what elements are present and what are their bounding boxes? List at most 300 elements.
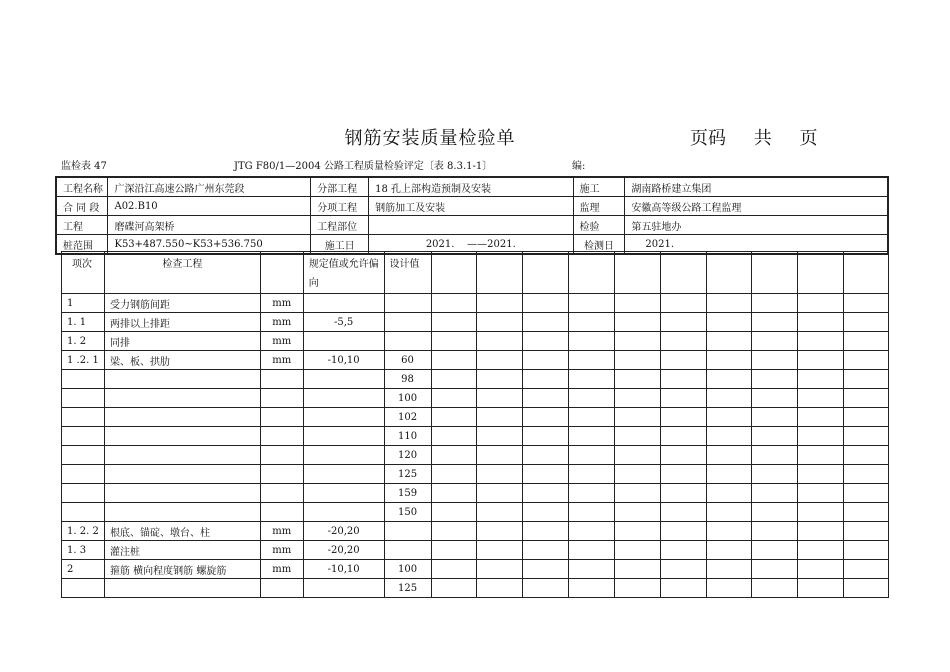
info-label: 工程名称 bbox=[56, 177, 108, 197]
grid-blank-cell bbox=[614, 389, 660, 408]
grid-cell bbox=[260, 408, 303, 427]
grid-blank-cell bbox=[523, 351, 569, 370]
grid-blank-cell bbox=[660, 522, 706, 541]
grid-cell: 梁、板、拱肋 bbox=[104, 351, 260, 370]
grid-blank-cell bbox=[844, 351, 889, 370]
grid-blank-cell bbox=[752, 294, 798, 313]
grid-blank-cell bbox=[569, 522, 615, 541]
table-row bbox=[62, 408, 889, 427]
grid-blank-cell bbox=[477, 484, 523, 503]
grid-blank-cell bbox=[477, 522, 523, 541]
grid-blank-cell bbox=[569, 294, 615, 313]
grid-blank-cell bbox=[706, 427, 752, 446]
grid-blank-cell bbox=[431, 370, 477, 389]
grid-blank-cell bbox=[523, 332, 569, 351]
grid-blank-cell bbox=[477, 351, 523, 370]
grid-blank-cell bbox=[706, 351, 752, 370]
grid-blank-cell bbox=[660, 332, 706, 351]
grid-cell bbox=[104, 503, 260, 522]
grid-blank-cell bbox=[614, 522, 660, 541]
grid-blank-cell bbox=[752, 446, 798, 465]
project-info-table bbox=[55, 176, 889, 255]
grid-blank-cell bbox=[844, 465, 889, 484]
grid-cell: 1. 1 bbox=[62, 313, 105, 332]
grid-cell: 根底、锚碇、墩台、柱 bbox=[104, 522, 260, 541]
grid-blank-cell bbox=[431, 332, 477, 351]
grid-blank-cell bbox=[569, 560, 615, 579]
grid-blank-cell bbox=[844, 579, 889, 598]
grid-cell bbox=[62, 408, 105, 427]
document-title: 钢筋安装质量检验单 bbox=[344, 128, 516, 149]
grid-cell bbox=[260, 579, 303, 598]
grid-blank-cell bbox=[431, 541, 477, 560]
grid-blank-cell bbox=[431, 351, 477, 370]
info-row-contract bbox=[56, 197, 888, 216]
grid-blank-cell bbox=[752, 522, 798, 541]
grid-blank-cell bbox=[477, 389, 523, 408]
grid-blank-cell bbox=[431, 252, 477, 294]
grid-blank-cell bbox=[614, 408, 660, 427]
grid-blank-cell bbox=[706, 484, 752, 503]
grid-cell: mm bbox=[260, 541, 303, 560]
grid-cell bbox=[260, 484, 303, 503]
grid-cell bbox=[104, 370, 260, 389]
grid-blank-cell bbox=[798, 541, 844, 560]
grid-blank-cell bbox=[798, 252, 844, 294]
grid-blank-cell bbox=[660, 503, 706, 522]
grid-blank-cell bbox=[523, 484, 569, 503]
grid-blank-cell bbox=[477, 541, 523, 560]
grid-header-cell: 检查工程 bbox=[104, 252, 260, 294]
grid-blank-cell bbox=[477, 370, 523, 389]
grid-blank-cell bbox=[569, 541, 615, 560]
page-total-label: 共 bbox=[753, 128, 772, 149]
grid-blank-cell bbox=[706, 522, 752, 541]
info-value: 18 孔上部构造预制及安装 bbox=[369, 177, 573, 197]
grid-cell: 159 bbox=[384, 484, 431, 503]
info-value: 安徽高等级公路工程监理 bbox=[625, 197, 888, 216]
grid-blank-cell bbox=[844, 541, 889, 560]
grid-cell bbox=[303, 427, 384, 446]
grid-cell bbox=[303, 465, 384, 484]
grid-blank-cell bbox=[431, 446, 477, 465]
grid-blank-cell bbox=[614, 332, 660, 351]
table-row bbox=[62, 522, 889, 541]
page-unit-label: 页 bbox=[799, 128, 818, 149]
grid-cell bbox=[104, 579, 260, 598]
code-label: 编: bbox=[572, 161, 586, 172]
grid-cell bbox=[62, 579, 105, 598]
grid-blank-cell bbox=[844, 370, 889, 389]
grid-cell bbox=[303, 408, 384, 427]
grid-blank-cell bbox=[660, 370, 706, 389]
grid-blank-cell bbox=[660, 465, 706, 484]
info-value: K53+487.550~K53+536.750 bbox=[108, 235, 311, 255]
grid-blank-cell bbox=[569, 389, 615, 408]
info-label: 施工 bbox=[573, 177, 625, 197]
grid-cell: 100 bbox=[384, 389, 431, 408]
grid-blank-cell bbox=[614, 503, 660, 522]
grid-blank-cell bbox=[660, 389, 706, 408]
grid-header-cell: 规定值或允许偏向 bbox=[303, 252, 384, 294]
grid-cell: -20,20 bbox=[303, 522, 384, 541]
grid-blank-cell bbox=[706, 408, 752, 427]
grid-cell bbox=[260, 465, 303, 484]
grid-blank-cell bbox=[798, 522, 844, 541]
grid-blank-cell bbox=[523, 541, 569, 560]
grid-blank-cell bbox=[431, 389, 477, 408]
info-label: 合 同 段 bbox=[56, 197, 108, 216]
grid-blank-cell bbox=[614, 541, 660, 560]
grid-blank-cell bbox=[614, 427, 660, 446]
grid-blank-cell bbox=[523, 370, 569, 389]
grid-blank-cell bbox=[523, 408, 569, 427]
grid-blank-cell bbox=[752, 465, 798, 484]
grid-cell bbox=[104, 408, 260, 427]
grid-blank-cell bbox=[477, 408, 523, 427]
grid-blank-cell bbox=[477, 313, 523, 332]
grid-cell bbox=[303, 446, 384, 465]
grid-cell bbox=[260, 389, 303, 408]
grid-cell bbox=[384, 313, 431, 332]
grid-blank-cell bbox=[844, 560, 889, 579]
grid-blank-cell bbox=[798, 503, 844, 522]
grid-cell: mm bbox=[260, 522, 303, 541]
grid-cell: 102 bbox=[384, 408, 431, 427]
grid-cell: 98 bbox=[384, 370, 431, 389]
grid-header-row bbox=[62, 252, 889, 294]
grid-cell: mm bbox=[260, 560, 303, 579]
grid-blank-cell bbox=[660, 408, 706, 427]
grid-blank-cell bbox=[569, 484, 615, 503]
grid-cell bbox=[303, 332, 384, 351]
grid-blank-cell bbox=[523, 465, 569, 484]
grid-cell: 120 bbox=[384, 446, 431, 465]
table-row bbox=[62, 541, 889, 560]
grid-blank-cell bbox=[614, 465, 660, 484]
grid-cell bbox=[104, 427, 260, 446]
grid-blank-cell bbox=[752, 313, 798, 332]
grid-blank-cell bbox=[752, 332, 798, 351]
grid-blank-cell bbox=[523, 522, 569, 541]
grid-blank-cell bbox=[798, 579, 844, 598]
grid-blank-cell bbox=[706, 446, 752, 465]
grid-cell: 箍筋 横向程度钢筋 螺旋筋 bbox=[104, 560, 260, 579]
grid-blank-cell bbox=[660, 541, 706, 560]
table-row bbox=[62, 560, 889, 579]
grid-blank-cell bbox=[660, 313, 706, 332]
grid-blank-cell bbox=[798, 370, 844, 389]
table-row bbox=[62, 351, 889, 370]
grid-cell: -5,5 bbox=[303, 313, 384, 332]
grid-blank-cell bbox=[660, 351, 706, 370]
grid-cell bbox=[104, 465, 260, 484]
info-value: 2021. ——2021. bbox=[369, 235, 573, 255]
info-label: 分项工程 bbox=[311, 197, 369, 216]
grid-blank-cell bbox=[614, 370, 660, 389]
page-number-line bbox=[690, 124, 839, 150]
table-row bbox=[62, 503, 889, 522]
grid-cell: 灌注桩 bbox=[104, 541, 260, 560]
grid-blank-cell bbox=[523, 313, 569, 332]
grid-blank-cell bbox=[477, 465, 523, 484]
grid-cell: 110 bbox=[384, 427, 431, 446]
grid-blank-cell bbox=[752, 389, 798, 408]
info-row-structure bbox=[56, 216, 888, 235]
grid-blank-cell bbox=[431, 465, 477, 484]
grid-blank-cell bbox=[798, 465, 844, 484]
grid-blank-cell bbox=[569, 332, 615, 351]
grid-blank-cell bbox=[569, 427, 615, 446]
grid-blank-cell bbox=[798, 389, 844, 408]
grid-blank-cell bbox=[706, 332, 752, 351]
grid-blank-cell bbox=[477, 332, 523, 351]
grid-blank-cell bbox=[798, 484, 844, 503]
grid-blank-cell bbox=[477, 503, 523, 522]
grid-blank-cell bbox=[798, 313, 844, 332]
grid-blank-cell bbox=[477, 446, 523, 465]
grid-blank-cell bbox=[844, 332, 889, 351]
grid-blank-cell bbox=[798, 351, 844, 370]
grid-blank-cell bbox=[660, 427, 706, 446]
grid-cell: 1 .2. 1 bbox=[62, 351, 105, 370]
grid-blank-cell bbox=[569, 252, 615, 294]
grid-cell: 1. 2. 2 bbox=[62, 522, 105, 541]
grid-cell bbox=[384, 541, 431, 560]
grid-blank-cell bbox=[523, 389, 569, 408]
grid-cell bbox=[303, 370, 384, 389]
grid-blank-cell bbox=[477, 427, 523, 446]
info-label: 施工日 bbox=[311, 235, 369, 255]
grid-cell: 60 bbox=[384, 351, 431, 370]
grid-cell bbox=[303, 503, 384, 522]
info-value bbox=[369, 216, 573, 235]
grid-blank-cell bbox=[798, 332, 844, 351]
grid-blank-cell bbox=[798, 408, 844, 427]
grid-cell bbox=[62, 446, 105, 465]
grid-blank-cell bbox=[752, 503, 798, 522]
grid-cell bbox=[384, 522, 431, 541]
info-row-project bbox=[56, 177, 888, 197]
grid-cell bbox=[384, 294, 431, 313]
grid-cell bbox=[62, 427, 105, 446]
table-row bbox=[62, 370, 889, 389]
grid-cell bbox=[303, 389, 384, 408]
grid-blank-cell bbox=[477, 294, 523, 313]
grid-cell: -10,10 bbox=[303, 351, 384, 370]
grid-cell bbox=[62, 389, 105, 408]
grid-blank-cell bbox=[431, 484, 477, 503]
grid-blank-cell bbox=[523, 252, 569, 294]
info-value: 2021. bbox=[625, 235, 888, 255]
grid-blank-cell bbox=[844, 389, 889, 408]
grid-blank-cell bbox=[431, 408, 477, 427]
grid-blank-cell bbox=[752, 427, 798, 446]
grid-blank-cell bbox=[614, 252, 660, 294]
grid-cell: 125 bbox=[384, 579, 431, 598]
grid-blank-cell bbox=[523, 294, 569, 313]
table-row bbox=[62, 294, 889, 313]
grid-blank-cell bbox=[752, 252, 798, 294]
grid-cell bbox=[62, 370, 105, 389]
grid-blank-cell bbox=[523, 503, 569, 522]
info-value: 湖南路桥建立集团 bbox=[625, 177, 888, 197]
grid-blank-cell bbox=[752, 560, 798, 579]
grid-blank-cell bbox=[569, 503, 615, 522]
grid-blank-cell bbox=[660, 252, 706, 294]
grid-cell: 1 bbox=[62, 294, 105, 313]
grid-blank-cell bbox=[431, 427, 477, 446]
grid-blank-cell bbox=[431, 503, 477, 522]
grid-header-cell bbox=[260, 252, 303, 294]
grid-blank-cell bbox=[660, 446, 706, 465]
table-row bbox=[62, 332, 889, 351]
grid-cell bbox=[303, 294, 384, 313]
grid-blank-cell bbox=[431, 294, 477, 313]
grid-blank-cell bbox=[752, 541, 798, 560]
page-label: 页码 bbox=[690, 128, 726, 149]
grid-cell bbox=[104, 389, 260, 408]
grid-cell: -20,20 bbox=[303, 541, 384, 560]
grid-cell bbox=[62, 503, 105, 522]
grid-cell: mm bbox=[260, 294, 303, 313]
grid-blank-cell bbox=[706, 252, 752, 294]
grid-cell: 125 bbox=[384, 465, 431, 484]
info-label: 桩范围 bbox=[56, 235, 108, 255]
grid-blank-cell bbox=[844, 446, 889, 465]
grid-cell: mm bbox=[260, 351, 303, 370]
table-row bbox=[62, 484, 889, 503]
grid-cell: 同排 bbox=[104, 332, 260, 351]
grid-blank-cell bbox=[798, 427, 844, 446]
grid-blank-cell bbox=[431, 560, 477, 579]
grid-blank-cell bbox=[706, 465, 752, 484]
info-value: 磨碟河高架桥 bbox=[108, 216, 311, 235]
grid-cell: 2 bbox=[62, 560, 105, 579]
grid-blank-cell bbox=[569, 579, 615, 598]
grid-blank-cell bbox=[706, 313, 752, 332]
grid-blank-cell bbox=[477, 560, 523, 579]
grid-blank-cell bbox=[706, 370, 752, 389]
grid-blank-cell bbox=[660, 484, 706, 503]
grid-blank-cell bbox=[706, 560, 752, 579]
grid-blank-cell bbox=[614, 484, 660, 503]
grid-blank-cell bbox=[752, 351, 798, 370]
grid-blank-cell bbox=[660, 294, 706, 313]
table-row bbox=[62, 446, 889, 465]
grid-blank-cell bbox=[614, 294, 660, 313]
grid-cell bbox=[303, 484, 384, 503]
grid-blank-cell bbox=[798, 560, 844, 579]
grid-blank-cell bbox=[614, 446, 660, 465]
info-value: 广深沿江高速公路广州东莞段 bbox=[108, 177, 311, 197]
table-row bbox=[62, 579, 889, 598]
grid-blank-cell bbox=[844, 522, 889, 541]
grid-cell: 100 bbox=[384, 560, 431, 579]
grid-blank-cell bbox=[569, 351, 615, 370]
grid-blank-cell bbox=[431, 522, 477, 541]
grid-blank-cell bbox=[431, 313, 477, 332]
grid-cell bbox=[384, 332, 431, 351]
grid-header-cell: 项次 bbox=[62, 252, 105, 294]
grid-cell bbox=[104, 484, 260, 503]
grid-blank-cell bbox=[844, 427, 889, 446]
grid-cell bbox=[260, 427, 303, 446]
grid-blank-cell bbox=[660, 579, 706, 598]
info-label: 工程部位 bbox=[311, 216, 369, 235]
grid-blank-cell bbox=[752, 408, 798, 427]
grid-cell bbox=[260, 370, 303, 389]
table-row bbox=[62, 427, 889, 446]
grid-blank-cell bbox=[844, 503, 889, 522]
grid-blank-cell bbox=[706, 503, 752, 522]
grid-cell: 两排以上排距 bbox=[104, 313, 260, 332]
form-number: 监检表 47 bbox=[61, 161, 107, 172]
inspection-grid bbox=[61, 251, 889, 598]
grid-cell bbox=[303, 579, 384, 598]
info-value: 第五驻地办 bbox=[625, 216, 888, 235]
grid-cell: mm bbox=[260, 332, 303, 351]
grid-blank-cell bbox=[614, 351, 660, 370]
grid-blank-cell bbox=[752, 484, 798, 503]
grid-blank-cell bbox=[569, 446, 615, 465]
grid-blank-cell bbox=[614, 579, 660, 598]
info-label: 工程 bbox=[56, 216, 108, 235]
grid-blank-cell bbox=[844, 294, 889, 313]
grid-blank-cell bbox=[752, 579, 798, 598]
grid-cell: 受力钢筋间距 bbox=[104, 294, 260, 313]
grid-blank-cell bbox=[798, 294, 844, 313]
grid-blank-cell bbox=[569, 408, 615, 427]
grid-blank-cell bbox=[523, 579, 569, 598]
grid-blank-cell bbox=[844, 408, 889, 427]
grid-blank-cell bbox=[523, 446, 569, 465]
grid-cell bbox=[62, 465, 105, 484]
grid-blank-cell bbox=[569, 313, 615, 332]
grid-blank-cell bbox=[431, 579, 477, 598]
grid-cell: 1. 2 bbox=[62, 332, 105, 351]
grid-blank-cell bbox=[523, 427, 569, 446]
grid-blank-cell bbox=[706, 294, 752, 313]
grid-cell bbox=[260, 446, 303, 465]
info-value: A02.B10 bbox=[108, 197, 311, 216]
grid-blank-cell bbox=[477, 579, 523, 598]
grid-blank-cell bbox=[477, 252, 523, 294]
standard-reference: JTG F80/1—2004 公路工程质量检验评定〔表 8.3.1-1〕 bbox=[234, 161, 493, 172]
grid-cell: 1. 3 bbox=[62, 541, 105, 560]
grid-header-cell: 设计值 bbox=[384, 252, 431, 294]
grid-blank-cell bbox=[614, 313, 660, 332]
table-row bbox=[62, 313, 889, 332]
grid-blank-cell bbox=[614, 560, 660, 579]
grid-cell bbox=[260, 503, 303, 522]
grid-blank-cell bbox=[523, 560, 569, 579]
grid-blank-cell bbox=[844, 484, 889, 503]
grid-cell bbox=[104, 446, 260, 465]
grid-blank-cell bbox=[569, 465, 615, 484]
grid-blank-cell bbox=[706, 541, 752, 560]
grid-blank-cell bbox=[660, 560, 706, 579]
grid-blank-cell bbox=[844, 313, 889, 332]
grid-blank-cell bbox=[844, 252, 889, 294]
table-row bbox=[62, 389, 889, 408]
grid-blank-cell bbox=[798, 446, 844, 465]
grid-cell: 150 bbox=[384, 503, 431, 522]
grid-blank-cell bbox=[569, 370, 615, 389]
grid-blank-cell bbox=[706, 579, 752, 598]
info-label: 分部工程 bbox=[311, 177, 369, 197]
grid-cell: -10,10 bbox=[303, 560, 384, 579]
